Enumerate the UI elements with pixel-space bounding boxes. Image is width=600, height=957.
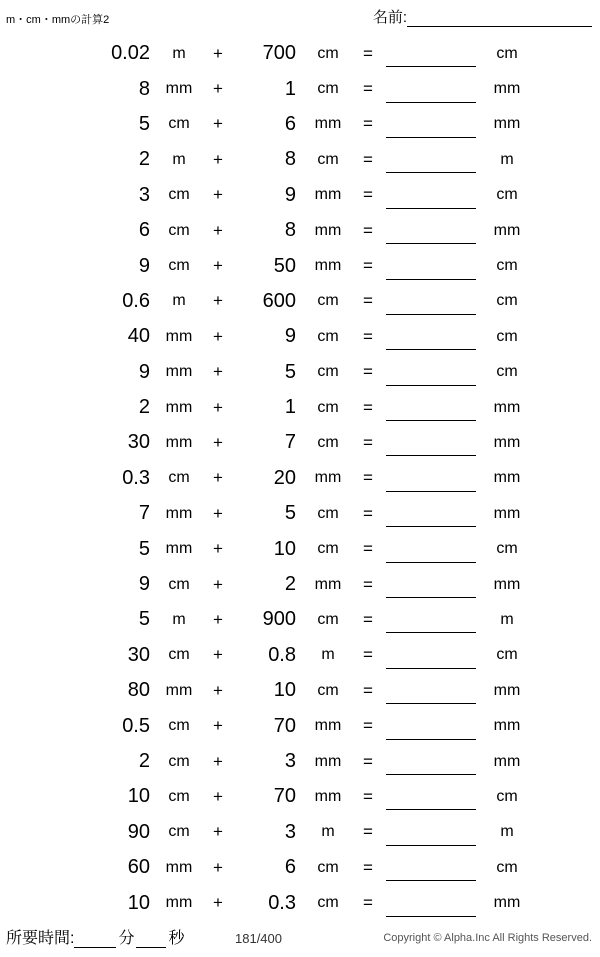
answer-unit: mm xyxy=(493,469,521,487)
first-operand-unit: cm xyxy=(168,221,190,239)
problem-row xyxy=(0,71,600,106)
first-operand: 30 xyxy=(127,643,150,666)
second-operand-unit: cm xyxy=(317,44,339,62)
second-operand-unit: cm xyxy=(317,327,339,345)
first-operand: 60 xyxy=(127,856,150,879)
second-operand-unit: mm xyxy=(314,186,342,204)
first-operand: 6 xyxy=(138,219,150,242)
second-operand-unit: cm xyxy=(317,681,339,699)
first-operand: 3 xyxy=(138,183,150,206)
answer-input-line[interactable] xyxy=(386,394,476,421)
answer-input-line[interactable] xyxy=(386,76,476,103)
second-operand: 600 xyxy=(262,289,296,312)
answer-unit: mm xyxy=(493,717,521,735)
first-operand-unit: cm xyxy=(168,575,190,593)
problem-row xyxy=(0,638,600,673)
answer-unit: cm xyxy=(496,363,518,381)
time-taken-area xyxy=(6,925,186,948)
first-operand-unit: mm xyxy=(165,504,193,522)
answer-unit: mm xyxy=(493,80,521,98)
answer-input-line[interactable] xyxy=(386,536,476,563)
first-operand-unit: mm xyxy=(165,327,193,345)
first-operand: 90 xyxy=(127,820,150,843)
problem-row xyxy=(0,248,600,283)
first-operand-unit: m xyxy=(172,610,186,628)
answer-input-line[interactable] xyxy=(386,677,476,704)
first-operand: 30 xyxy=(127,431,150,454)
answer-unit: mm xyxy=(493,894,521,912)
first-operand-unit: cm xyxy=(168,115,190,133)
second-operand-unit: cm xyxy=(317,504,339,522)
problem-row xyxy=(0,673,600,708)
answer-input-line[interactable] xyxy=(386,182,476,209)
first-operand-unit: cm xyxy=(168,752,190,770)
plus-sign: + xyxy=(213,468,223,488)
first-operand-unit: mm xyxy=(165,681,193,699)
plus-sign: + xyxy=(213,822,223,842)
plus-sign: + xyxy=(213,79,223,99)
copyright-notice: Copyright © Alpha.Inc All Rights Reserved. xyxy=(383,932,592,944)
plus-sign: + xyxy=(213,609,223,629)
answer-input-line[interactable] xyxy=(386,288,476,315)
second-operand: 5 xyxy=(284,360,296,383)
answer-unit: mm xyxy=(493,575,521,593)
second-operand: 5 xyxy=(284,502,296,525)
first-operand-unit: m xyxy=(172,150,186,168)
plus-sign: + xyxy=(213,326,223,346)
first-operand: 0.02 xyxy=(111,42,150,65)
second-operand-unit: cm xyxy=(317,398,339,416)
answer-unit: mm xyxy=(493,398,521,416)
plus-sign: + xyxy=(213,432,223,452)
plus-sign: + xyxy=(213,680,223,700)
first-operand: 8 xyxy=(138,77,150,100)
answer-unit: cm xyxy=(496,292,518,310)
second-operand-unit: mm xyxy=(314,257,342,275)
equals-sign: = xyxy=(363,220,373,240)
first-operand: 80 xyxy=(127,679,150,702)
second-operand: 3 xyxy=(284,820,296,843)
answer-input-line[interactable] xyxy=(386,146,476,173)
first-operand-unit: mm xyxy=(165,80,193,98)
answer-input-line[interactable] xyxy=(386,323,476,350)
plus-sign: + xyxy=(213,786,223,806)
equals-sign: = xyxy=(363,786,373,806)
second-operand: 50 xyxy=(273,254,296,277)
answer-input-line[interactable] xyxy=(386,571,476,598)
plus-sign: + xyxy=(213,893,223,913)
problem-row xyxy=(0,602,600,637)
answer-unit: mm xyxy=(493,433,521,451)
first-operand: 0.5 xyxy=(122,714,150,737)
problem-row xyxy=(0,708,600,743)
equals-sign: = xyxy=(363,680,373,700)
worksheet-header xyxy=(0,0,600,34)
first-operand-unit: cm xyxy=(168,717,190,735)
answer-input-line[interactable] xyxy=(386,111,476,138)
equals-sign: = xyxy=(363,716,373,736)
equals-sign: = xyxy=(363,432,373,452)
first-operand-unit: cm xyxy=(168,823,190,841)
answer-unit: cm xyxy=(496,787,518,805)
first-operand-unit: cm xyxy=(168,646,190,664)
equals-sign: = xyxy=(363,751,373,771)
first-operand-unit: mm xyxy=(165,540,193,558)
first-operand: 5 xyxy=(138,608,150,631)
worksheet-footer xyxy=(0,919,600,957)
first-operand-unit: mm xyxy=(165,894,193,912)
first-operand-unit: m xyxy=(172,292,186,310)
second-operand: 900 xyxy=(262,608,296,631)
answer-unit: cm xyxy=(496,186,518,204)
answer-unit: mm xyxy=(493,504,521,522)
time-taken-label: 所要時間: xyxy=(6,930,75,947)
problem-row xyxy=(0,461,600,496)
first-operand: 9 xyxy=(138,573,150,596)
second-operand: 10 xyxy=(273,537,296,560)
equals-sign: = xyxy=(363,114,373,134)
answer-input-line[interactable] xyxy=(386,40,476,67)
equals-sign: = xyxy=(363,645,373,665)
answer-unit: m xyxy=(500,150,514,168)
name-input-line[interactable] xyxy=(407,8,592,27)
plus-sign: + xyxy=(213,114,223,134)
answer-unit: cm xyxy=(496,540,518,558)
second-operand-unit: mm xyxy=(314,575,342,593)
plus-sign: + xyxy=(213,645,223,665)
equals-sign: = xyxy=(363,822,373,842)
second-operand: 700 xyxy=(262,42,296,65)
problem-row xyxy=(0,284,600,319)
problem-list xyxy=(0,36,600,921)
problem-row xyxy=(0,213,600,248)
problem-row xyxy=(0,744,600,779)
first-operand: 2 xyxy=(138,396,150,419)
answer-input-line[interactable] xyxy=(386,606,476,633)
second-operand-unit: mm xyxy=(314,469,342,487)
plus-sign: + xyxy=(213,539,223,559)
first-operand: 0.3 xyxy=(122,466,150,489)
second-operand-unit: cm xyxy=(317,858,339,876)
answer-unit: mm xyxy=(493,115,521,133)
problem-row xyxy=(0,36,600,71)
answer-unit: cm xyxy=(496,257,518,275)
equals-sign: = xyxy=(363,149,373,169)
equals-sign: = xyxy=(363,574,373,594)
first-operand-unit: cm xyxy=(168,787,190,805)
minutes-input-line[interactable] xyxy=(74,927,116,948)
equals-sign: = xyxy=(363,468,373,488)
plus-sign: + xyxy=(213,362,223,382)
answer-input-line[interactable] xyxy=(386,500,476,527)
second-operand: 1 xyxy=(284,77,296,100)
equals-sign: = xyxy=(363,79,373,99)
first-operand-unit: cm xyxy=(168,469,190,487)
first-operand: 9 xyxy=(138,254,150,277)
answer-unit: cm xyxy=(496,327,518,345)
seconds-unit-label: 秒 xyxy=(168,930,185,947)
second-operand-unit: mm xyxy=(314,787,342,805)
plus-sign: + xyxy=(213,43,223,63)
equals-sign: = xyxy=(363,256,373,276)
equals-sign: = xyxy=(363,503,373,523)
equals-sign: = xyxy=(363,539,373,559)
equals-sign: = xyxy=(363,893,373,913)
second-operand-unit: cm xyxy=(317,363,339,381)
answer-unit: mm xyxy=(493,681,521,699)
equals-sign: = xyxy=(363,397,373,417)
answer-unit: mm xyxy=(493,221,521,239)
answer-unit: cm xyxy=(496,44,518,62)
second-operand-unit: cm xyxy=(317,150,339,168)
answer-unit: m xyxy=(500,823,514,841)
first-operand-unit: mm xyxy=(165,398,193,416)
problem-row xyxy=(0,319,600,354)
problem-row xyxy=(0,815,600,850)
equals-sign: = xyxy=(363,185,373,205)
second-operand-unit: cm xyxy=(317,894,339,912)
second-operand: 20 xyxy=(273,466,296,489)
answer-input-line[interactable] xyxy=(386,854,476,881)
first-operand: 10 xyxy=(127,785,150,808)
first-operand-unit: cm xyxy=(168,186,190,204)
plus-sign: + xyxy=(213,256,223,276)
problem-row xyxy=(0,567,600,602)
second-operand-unit: mm xyxy=(314,221,342,239)
equals-sign: = xyxy=(363,857,373,877)
answer-unit: cm xyxy=(496,858,518,876)
plus-sign: + xyxy=(213,185,223,205)
second-operand: 70 xyxy=(273,714,296,737)
first-operand: 5 xyxy=(138,112,150,135)
first-operand: 40 xyxy=(127,325,150,348)
minutes-unit-label: 分 xyxy=(118,930,135,947)
problem-row xyxy=(0,142,600,177)
answer-unit: cm xyxy=(496,646,518,664)
first-operand: 10 xyxy=(127,891,150,914)
answer-input-line[interactable] xyxy=(386,429,476,456)
first-operand: 7 xyxy=(138,502,150,525)
second-operand-unit: mm xyxy=(314,115,342,133)
answer-input-line[interactable] xyxy=(386,642,476,669)
plus-sign: + xyxy=(213,503,223,523)
problem-row xyxy=(0,390,600,425)
answer-unit: m xyxy=(500,610,514,628)
problem-row xyxy=(0,425,600,460)
plus-sign: + xyxy=(213,397,223,417)
problem-row xyxy=(0,779,600,814)
first-operand-unit: m xyxy=(172,44,186,62)
first-operand-unit: mm xyxy=(165,363,193,381)
second-operand: 8 xyxy=(284,219,296,242)
equals-sign: = xyxy=(363,326,373,346)
plus-sign: + xyxy=(213,751,223,771)
page-title: m・cm・mmの計算2 xyxy=(6,14,110,26)
second-operand-unit: cm xyxy=(317,610,339,628)
first-operand-unit: cm xyxy=(168,257,190,275)
second-operand-unit: m xyxy=(321,823,335,841)
plus-sign: + xyxy=(213,291,223,311)
problem-row xyxy=(0,178,600,213)
second-operand: 9 xyxy=(284,325,296,348)
equals-sign: = xyxy=(363,291,373,311)
equals-sign: = xyxy=(363,609,373,629)
second-operand-unit: cm xyxy=(317,433,339,451)
answer-input-line[interactable] xyxy=(386,819,476,846)
second-operand: 0.8 xyxy=(268,643,296,666)
second-operand: 8 xyxy=(284,148,296,171)
problem-row xyxy=(0,107,600,142)
answer-input-line[interactable] xyxy=(386,253,476,280)
plus-sign: + xyxy=(213,857,223,877)
second-operand-unit: cm xyxy=(317,292,339,310)
second-operand-unit: mm xyxy=(314,717,342,735)
answer-input-line[interactable] xyxy=(386,890,476,917)
answer-input-line[interactable] xyxy=(386,713,476,740)
seconds-input-line[interactable] xyxy=(136,927,166,948)
plus-sign: + xyxy=(213,574,223,594)
second-operand-unit: mm xyxy=(314,752,342,770)
name-label: 名前: xyxy=(372,9,407,26)
equals-sign: = xyxy=(363,362,373,382)
second-operand-unit: m xyxy=(321,646,335,664)
first-operand-unit: mm xyxy=(165,858,193,876)
problem-row xyxy=(0,496,600,531)
first-operand: 2 xyxy=(138,148,150,171)
first-operand: 0.6 xyxy=(122,289,150,312)
second-operand-unit: cm xyxy=(317,80,339,98)
second-operand: 6 xyxy=(284,112,296,135)
second-operand: 7 xyxy=(284,431,296,454)
answer-input-line[interactable] xyxy=(386,217,476,244)
first-operand: 5 xyxy=(138,537,150,560)
second-operand-unit: cm xyxy=(317,540,339,558)
second-operand: 0.3 xyxy=(268,891,296,914)
first-operand: 9 xyxy=(138,360,150,383)
second-operand: 2 xyxy=(284,573,296,596)
second-operand: 6 xyxy=(284,856,296,879)
first-operand-unit: mm xyxy=(165,433,193,451)
answer-input-line[interactable] xyxy=(386,783,476,810)
answer-input-line[interactable] xyxy=(386,359,476,386)
second-operand: 3 xyxy=(284,750,296,772)
page-code: 181/400 xyxy=(235,931,282,946)
problem-row xyxy=(0,355,600,390)
problem-row xyxy=(0,850,600,885)
problem-row xyxy=(0,885,600,920)
answer-input-line[interactable] xyxy=(386,748,476,775)
first-operand: 2 xyxy=(138,750,150,772)
plus-sign: + xyxy=(213,716,223,736)
second-operand: 9 xyxy=(284,183,296,206)
plus-sign: + xyxy=(213,220,223,240)
second-operand: 1 xyxy=(284,396,296,419)
answer-unit: mm xyxy=(493,752,521,770)
problem-row xyxy=(0,531,600,566)
answer-input-line[interactable] xyxy=(386,465,476,492)
name-field-area xyxy=(373,6,592,27)
second-operand: 70 xyxy=(273,785,296,808)
plus-sign: + xyxy=(213,149,223,169)
equals-sign: = xyxy=(363,43,373,63)
second-operand: 10 xyxy=(273,679,296,702)
